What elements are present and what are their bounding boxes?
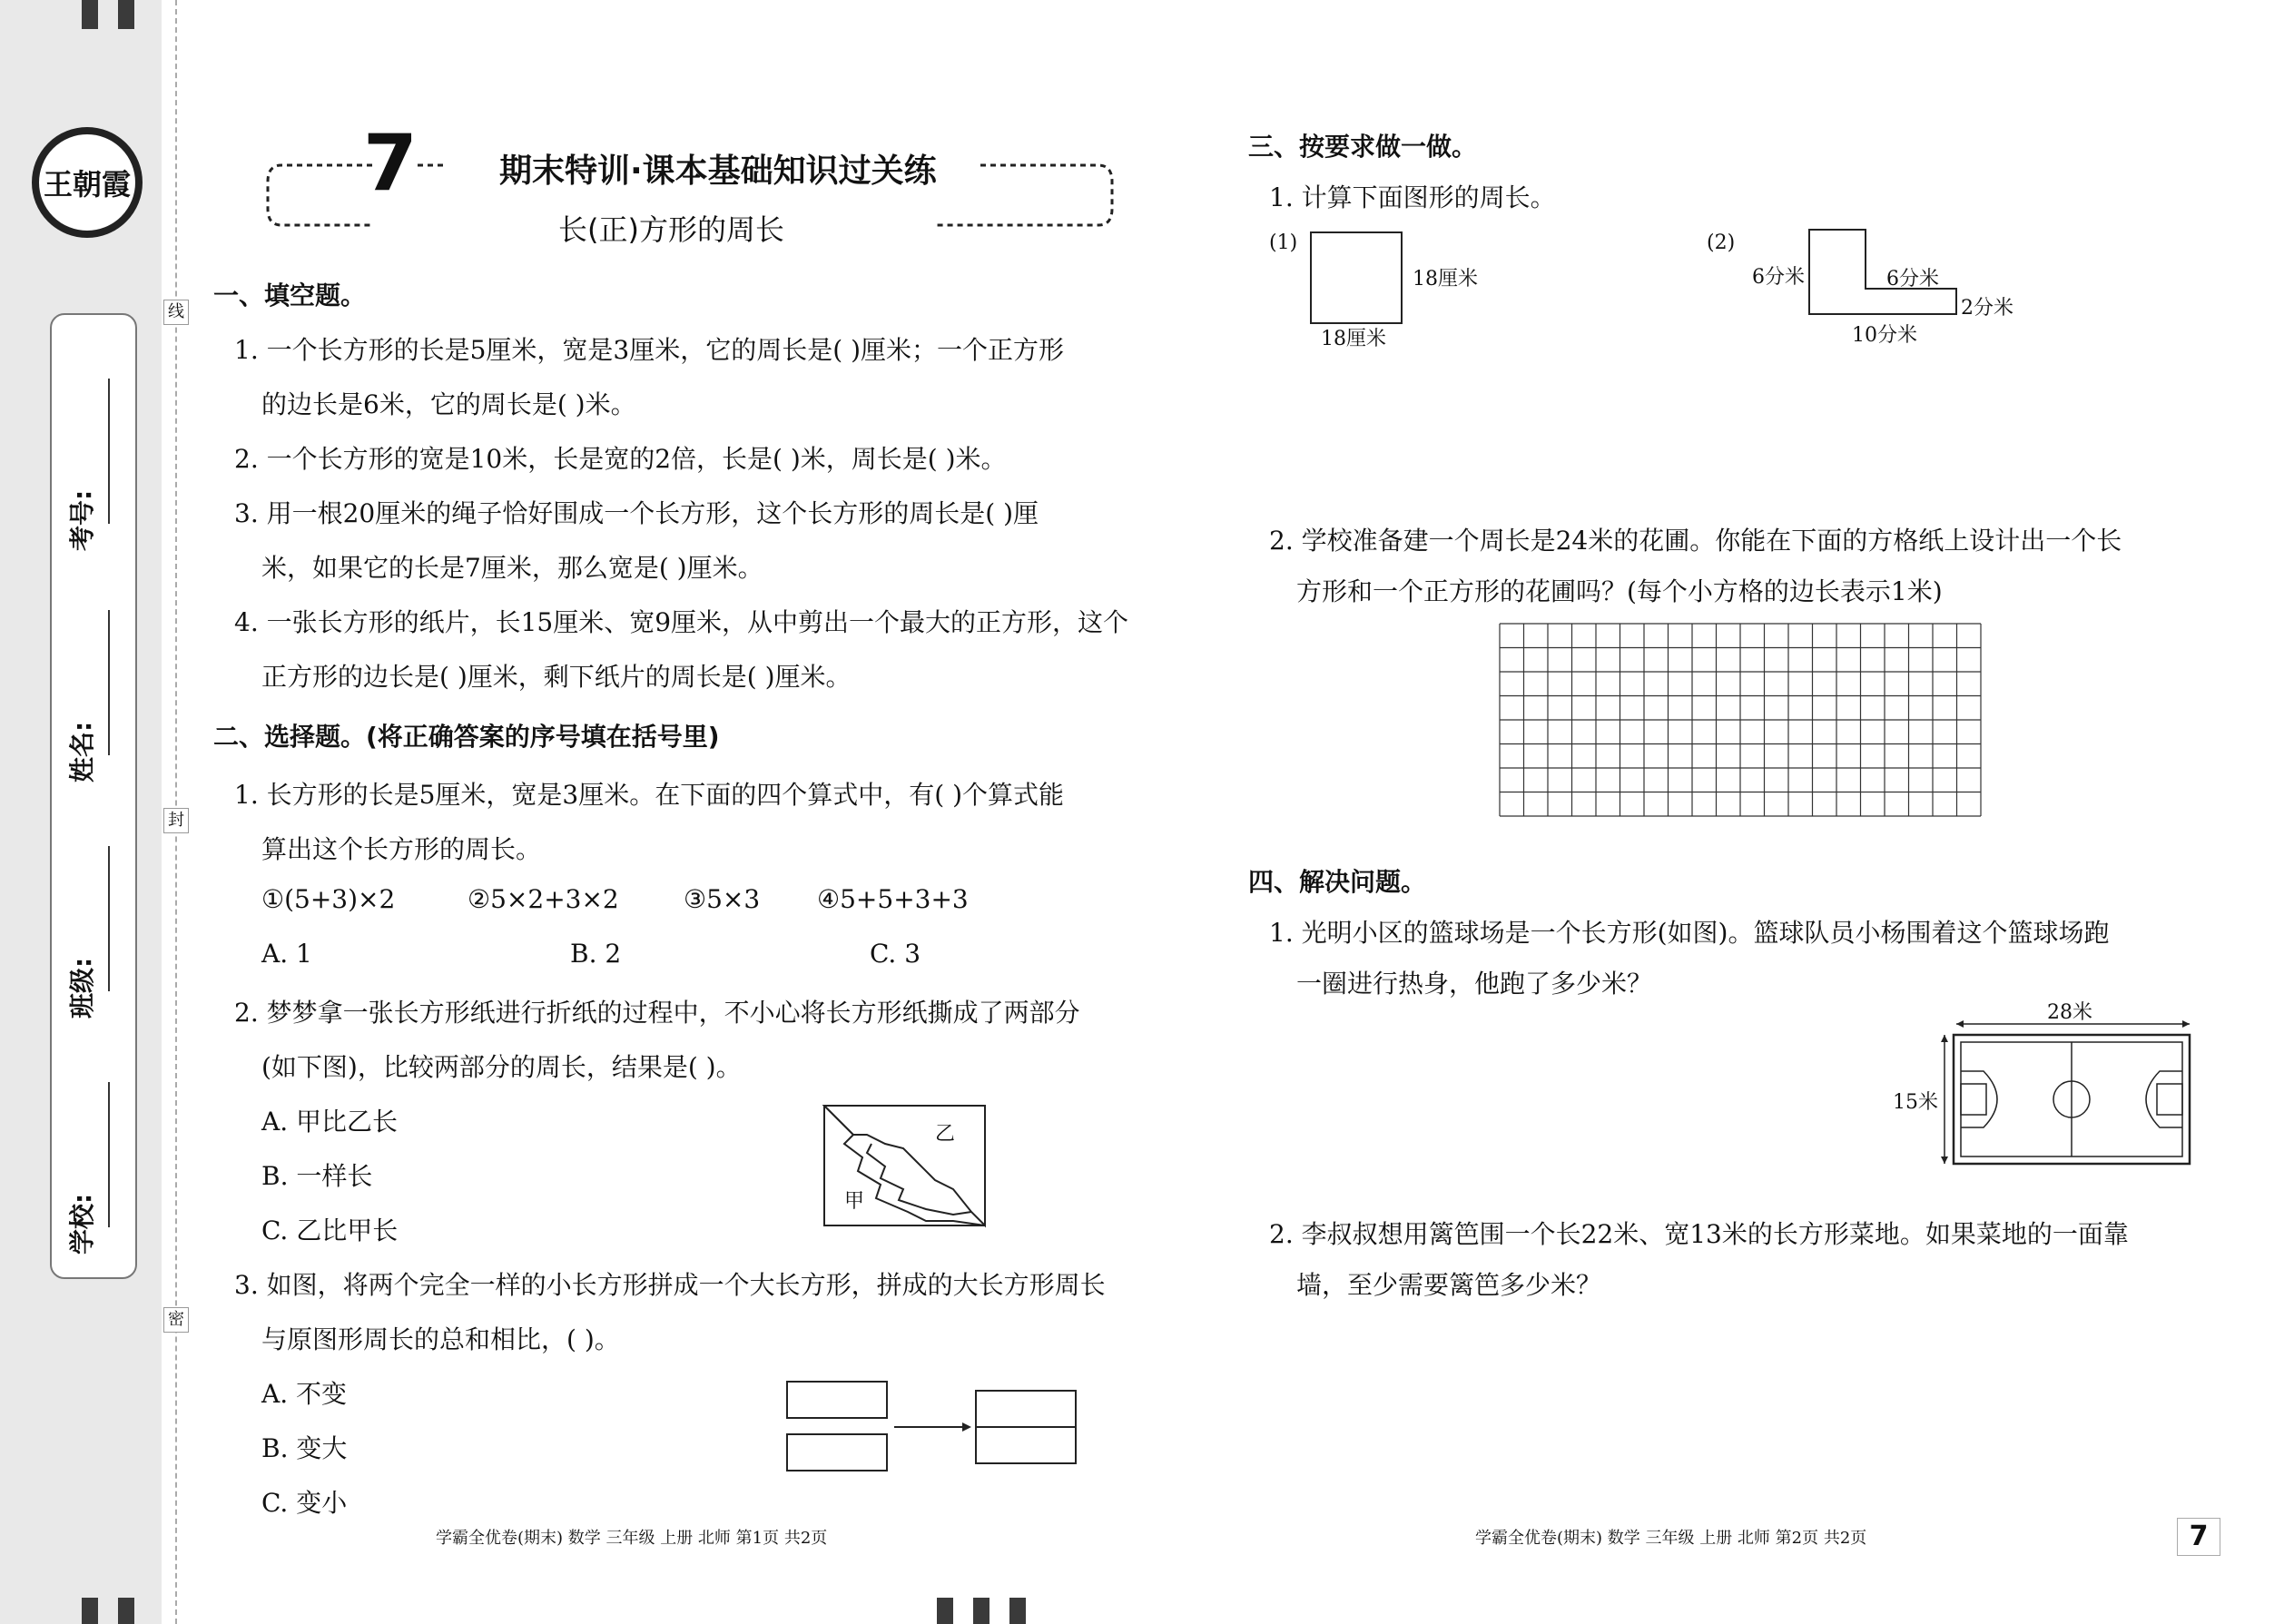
student-info-box (50, 313, 137, 1279)
page-number-box: 7 (2177, 1518, 2220, 1556)
basketball-court-figure (1934, 1017, 2197, 1171)
section-3-title: 三、按要求做一做。 (1248, 132, 1478, 162)
torn-paper-figure (817, 1098, 999, 1235)
registration-mark (973, 1598, 989, 1624)
square-figure (1307, 229, 1407, 329)
footer-right: 学霸全优卷(期末) 数学 三年级 上册 北师 第2页 共2页 (1475, 1529, 1867, 1548)
registration-mark (118, 1598, 134, 1624)
binding-mark-seal: 封 (163, 808, 189, 833)
court-length-label: 28米 (2047, 1001, 2092, 1024)
sec2-q1-option-b[interactable]: B. 2 (570, 939, 622, 969)
sec2-q2-option-a[interactable]: A. 甲比乙长 (261, 1107, 399, 1137)
sec2-q1-option-a[interactable]: A. 1 (261, 939, 312, 969)
sec1-q3-line2: 米，如果它的长是7厘米，那么宽是( )厘米。 (261, 553, 763, 583)
registration-mark (118, 0, 134, 29)
sec2-q1-line1: 1. 长方形的长是5厘米，宽是3厘米。在下面的四个算式中，有( )个算式能 (234, 780, 1064, 810)
torn-figure-label-jia: 甲 (844, 1190, 865, 1213)
exam-number-label: 考号: (67, 489, 97, 551)
binding-mark-line: 线 (163, 300, 189, 325)
sec4-q2-line1: 2. 李叔叔想用篱笆围一个长22米、宽13米的长方形菜地。如果菜地的一面靠 (1269, 1219, 2129, 1249)
sec2-q2-option-c[interactable]: C. 乙比甲长 (261, 1216, 399, 1245)
sec2-q3-line2: 与原图形周长的总和相比，( )。 (261, 1324, 620, 1354)
exam-number-line[interactable] (108, 379, 110, 524)
footer-left: 学霸全优卷(期末) 数学 三年级 上册 北师 第1页 共2页 (436, 1529, 828, 1548)
class-label: 班级: (67, 957, 97, 1019)
formula-3: ③5×3 (684, 884, 761, 914)
name-label: 姓名: (67, 721, 97, 782)
sec2-q3-line1: 3. 如图，将两个完全一样的小长方形拼成一个大长方形，拼成的大长方形周长 (234, 1270, 1106, 1300)
registration-mark (937, 1598, 953, 1624)
sec3-q2-line2: 方形和一个正方形的花圃吗？(每个小方格的边长表示1米) (1296, 576, 1943, 606)
sec2-q2-line1: 2. 梦梦拿一张长方形纸进行折纸的过程中，不小心将长方形纸撕成了两部分 (234, 998, 1080, 1028)
sec1-q4-line2: 正方形的边长是( )厘米，剩下纸片的周长是( )厘米。 (261, 662, 852, 692)
sec3-q2-line1: 2. 学校准备建一个周长是24米的花圃。你能在下面的方格纸上设计出一个长 (1269, 526, 2122, 556)
formula-4: ④5+5+3+3 (817, 884, 969, 914)
sec1-q3-line1: 3. 用一根20厘米的绳子恰好围成一个长方形，这个长方形的周长是( )厘 (234, 498, 1039, 528)
section-4-title: 四、解决问题。 (1248, 867, 1427, 897)
registration-mark (82, 1598, 98, 1624)
formula-2: ②5×2+3×2 (468, 884, 619, 914)
sec4-q2-line2: 墙，至少需要篱笆多少米？ (1296, 1270, 1602, 1300)
sec2-q3-option-b[interactable]: B. 变大 (261, 1433, 348, 1463)
registration-mark (1009, 1598, 1026, 1624)
fig2-step-top-label: 6分米 (1886, 268, 1939, 290)
class-line[interactable] (108, 846, 110, 991)
sec1-q4-line1: 4. 一张长方形的纸片，长15厘米、宽9厘米，从中剪出一个最大的正方形，这个 (234, 607, 1129, 637)
fig1-label: (1) (1269, 231, 1298, 254)
fig2-step-right-label: 2分米 (1961, 297, 2013, 320)
logo-name: 王朝霞 (43, 167, 131, 202)
sec1-q1-line1: 1. 一个长方形的长是5厘米，宽是3厘米，它的周长是( )厘米；一个正方形 (234, 335, 1064, 365)
rectangles-join-figure (785, 1380, 1085, 1484)
section-2-title: 二、选择题。(将正确答案的序号填在括号里) (213, 722, 720, 752)
fig1-bottom-label: 18厘米 (1321, 328, 1386, 350)
sec2-q2-option-b[interactable]: B. 一样长 (261, 1161, 373, 1191)
page-title: 期末特训·课本基础知识过关练 (499, 153, 937, 190)
sec1-q1-line2: 的边长是6米，它的周长是( )米。 (261, 389, 636, 419)
school-line[interactable] (108, 1082, 110, 1227)
name-line[interactable] (108, 610, 110, 755)
fig2-left-label: 6分米 (1752, 266, 1805, 289)
brand-logo (32, 127, 143, 238)
sec1-q2: 2. 一个长方形的宽是10米，长是宽的2倍，长是( )米，周长是( )米。 (234, 444, 1007, 474)
page-subtitle: 长(正)方形的周长 (558, 212, 784, 247)
section-1-title: 一、填空题。 (213, 281, 367, 310)
torn-figure-label-yi: 乙 (935, 1123, 956, 1146)
formula-1: ①(5+3)×2 (261, 884, 396, 914)
sec2-q1-option-c[interactable]: C. 3 (870, 939, 921, 969)
fig2-label: (2) (1707, 231, 1736, 254)
sec3-q1: 1. 计算下面图形的周长。 (1269, 182, 1556, 212)
binding-mark-secret: 密 (163, 1307, 189, 1333)
sec2-q1-line2: 算出这个长方形的周长。 (261, 834, 542, 864)
fig2-bottom-label: 10分米 (1852, 324, 1917, 347)
unit-number: 7 (363, 118, 418, 209)
sec2-q2-line2: (如下图)，比较两部分的周长，结果是( )。 (261, 1052, 742, 1082)
sec2-q3-option-a[interactable]: A. 不变 (261, 1379, 348, 1409)
sec4-q1-line2: 一圈进行热身，他跑了多少米？ (1296, 969, 1653, 999)
court-width-label: 15米 (1893, 1091, 1938, 1114)
school-label: 学校: (67, 1193, 97, 1255)
square-grid-paper[interactable] (1498, 622, 1988, 829)
sec2-q3-option-c[interactable]: C. 变小 (261, 1488, 348, 1518)
sec4-q1-line1: 1. 光明小区的篮球场是一个长方形(如图)。篮球队员小杨围着这个篮球场跑 (1269, 918, 2110, 948)
fig1-side-label: 18厘米 (1413, 268, 1478, 290)
registration-mark (82, 0, 98, 29)
